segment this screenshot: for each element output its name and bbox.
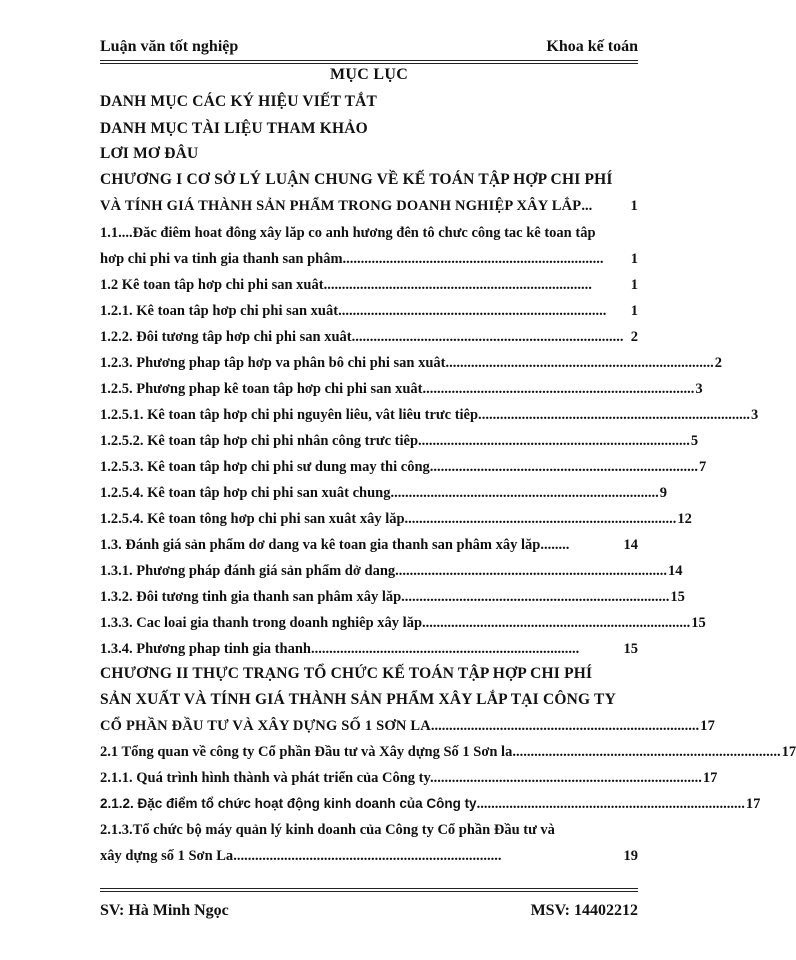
toc-entry: xây dựng số 1 Sơn La .......................................................................... 19	[100, 848, 638, 864]
footer-rule-double	[100, 891, 638, 892]
toc-entry: 1.3. Đánh giá sản phẩm dơ dang va kê toan gia thanh san phâm xây lăp ........ 14	[100, 537, 638, 553]
page-title: MỤC LỤC	[329, 66, 409, 83]
toc-entry: 1.2.3. Phương phap tâp hơp va phân bô chi phi san xuât .......................................................................... 2	[100, 355, 723, 371]
toc-entry: 1.2 Kê toan tâp hơp chi phi san xuât .......................................................................... 1	[100, 277, 638, 293]
header-left: Luận văn tốt nghiệp	[100, 38, 239, 55]
toc-entry: 1.2.1. Kê toan tâp hơp chi phi san xuât .......................................................................... 1	[100, 303, 638, 319]
toc-entry: 2.1.1. Quá trình hình thành và phát triển của Công ty. .......................................................................... 17	[100, 770, 718, 786]
header-rule	[100, 60, 638, 61]
toc-heading: DANH MỤC TÀI LIỆU THAM KHẢO	[100, 120, 368, 137]
toc-entry: 1.3.1. Phương pháp đánh giá sản phẩm dở dang. .......................................................................... 14	[100, 563, 683, 579]
toc-heading: DANH MỤC CÁC KÝ HIỆU VIẾT TẮT	[100, 93, 378, 110]
toc-entry: hơp chi phi va tinh gia thanh san phâm. ....................................................................... 1	[100, 251, 638, 267]
toc-entry: 1.2.5.4. Kê toan tông hơp chi phi san xuât xây lăp. .......................................................................... 12	[100, 511, 692, 527]
toc-entry: 1.2.2. Đôi tương tâp hơp chi phi san xuât. .......................................................................... 2	[100, 329, 638, 345]
toc-entry: 1.1....Đăc điêm hoat đông xây lăp co anh hương đên tô chưc công tac kê toan tâp	[100, 225, 596, 241]
header-rule-double	[100, 63, 638, 64]
toc-entry: 1.3.4. Phương phap tinh gia thanh .......................................................................... 15	[100, 641, 638, 657]
toc-entry: 1.2.5.2. Kê toan tâp hơp chi phi nhân công trưc tiêp. .......................................................................... 5	[100, 433, 699, 449]
toc-chapter-heading: SẢN XUẤT VÀ TÍNH GIÁ THÀNH SẢN PHẨM XÂY LẮP TẠI CÔNG TY	[100, 691, 616, 708]
toc-heading: LƠI MƠ ĐÂU	[100, 145, 199, 162]
toc-entry: 1.2.5. Phương phap kê toan tâp hơp chi phi san xuât. .......................................................................... 3	[100, 381, 703, 397]
toc-entry: 1.3.2. Đôi tương tinh gia thanh san phâm xây lăp .......................................................................... 15	[100, 589, 685, 605]
toc-entry: 2.1.2. Đặc điểm tổ chức hoạt động kinh doanh của Công ty .......................................................................... 17	[100, 796, 761, 812]
toc-entry: CỔ PHẦN ĐẦU TƯ VÀ XÂY DỰNG SỐ 1 SƠN LA .......................................................................... 17	[100, 718, 716, 734]
toc-chapter-heading: CHƯƠNG II THỰC TRẠNG TỔ CHỨC KẾ TOÁN TẬP HỢP CHI PHÍ	[100, 665, 593, 682]
toc-entry: 2.1 Tổng quan về công ty Cổ phần Đầu tư và Xây dựng Số 1 Sơn la .......................................................................... 17	[100, 744, 796, 760]
toc-entry: 2.1.3.Tổ chức bộ máy quản lý kinh doanh của Công ty Cổ phần Đầu tư và	[100, 822, 555, 838]
toc-entry: 1.2.5.1. Kê toan tâp hơp chi phi nguyên liêu, vât liêu trưc tiêp. .......................................................................... 3	[100, 407, 759, 423]
toc-entry: 1.2.5.3. Kê toan tâp hơp chi phi sư dung may thi công .......................................................................... 7	[100, 459, 707, 475]
toc-entry: 1.2.5.4. Kê toan tâp hơp chi phi san xuât chung .......................................................................... 9	[100, 485, 667, 501]
footer-rule	[100, 888, 638, 889]
header-right: Khoa kế toán	[546, 38, 638, 55]
page-header	[100, 38, 638, 62]
footer-student-id: MSV: 14402212	[530, 902, 638, 919]
footer-student-name: SV: Hà Minh Ngọc	[100, 902, 229, 919]
toc-entry: 1.3.3. Cac loai gia thanh trong doanh nghiêp xây lăp .......................................................................... 15	[100, 615, 706, 631]
toc-chapter-heading: CHƯƠNG I CƠ SỞ LÝ LUẬN CHUNG VỀ KẾ TOÁN TẬP HỢP CHI PHÍ	[100, 171, 613, 188]
toc-entry: VÀ TÍNH GIÁ THÀNH SẢN PHẨM TRONG DOANH NGHIỆP XÂY LẮP ... 1	[100, 198, 638, 214]
